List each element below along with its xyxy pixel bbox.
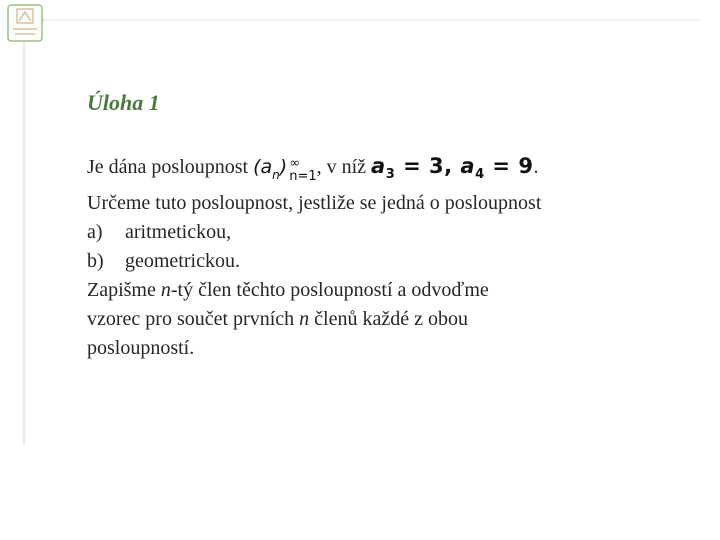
a4-index: 4	[475, 167, 485, 183]
slide-title: Úloha 1	[87, 90, 160, 115]
a4-value: = 9	[484, 154, 534, 178]
line5-variable: n	[160, 279, 171, 302]
a3-term: a	[371, 154, 386, 178]
a3-index: 3	[385, 167, 396, 183]
line5-suffix: -tý člen těchto posloupností a odvoďme	[170, 279, 489, 302]
a3-value: = 3,	[395, 154, 461, 178]
body-line-5	[87, 276, 687, 305]
option-b-text: geometrickou.	[125, 250, 240, 273]
seq-limits	[289, 157, 316, 183]
seq-close-paren: )	[279, 156, 288, 178]
body-line-2: Určeme tuto posloupnost, jestliže se jedná o posloupnost	[87, 192, 542, 215]
body-line-6	[87, 305, 687, 334]
option-b-marker: b)	[87, 250, 104, 273]
given-terms-formula	[371, 154, 534, 183]
sequence-formula	[253, 155, 317, 184]
body-line-7: posloupností.	[87, 337, 195, 360]
line1-suffix: .	[533, 156, 539, 178]
option-a	[87, 218, 687, 247]
option-b	[87, 247, 687, 276]
seq-term: a	[260, 156, 273, 178]
slide-body	[87, 152, 687, 363]
seq-open-paren: (	[253, 156, 261, 178]
line6-suffix: členů každé z obou	[309, 308, 468, 331]
seq-upper-limit: ∞	[289, 155, 301, 171]
line6-prefix: vzorec pro součet prvních	[87, 308, 300, 331]
option-a-text: aritmetickou,	[125, 221, 232, 244]
line1-prefix: Je dána posloupnost	[87, 156, 254, 178]
a4-term: a	[460, 154, 476, 178]
line6-variable: n	[299, 308, 310, 331]
seq-subscript: n	[272, 168, 280, 182]
institution-logo-icon	[5, 3, 45, 43]
option-a-marker: a)	[87, 221, 103, 244]
body-line-1	[87, 152, 687, 189]
line1-middle: , v níž	[316, 156, 372, 178]
line5-prefix: Zapišme	[87, 279, 161, 302]
seq-lower-limit: n=1	[289, 168, 317, 184]
